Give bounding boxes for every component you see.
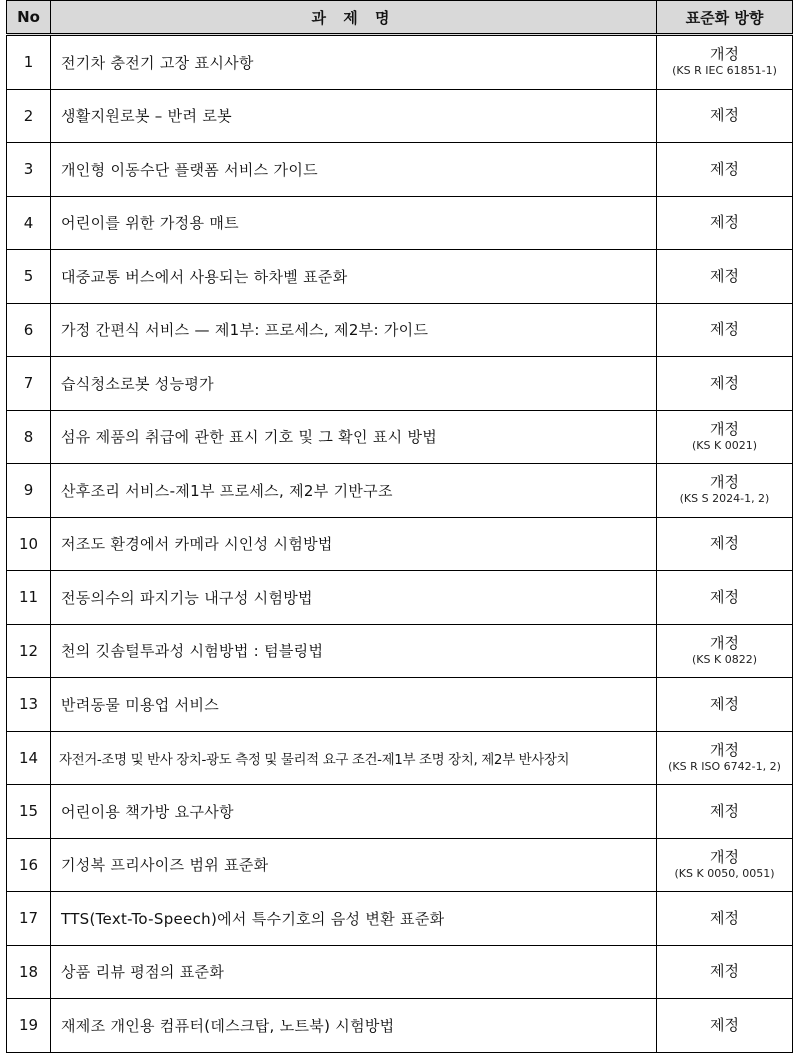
direction-cell [657,89,793,143]
task-name: 생활지원로봇 – 반려 로봇 [51,89,657,143]
standard-reference: (KS R IEC 61851-1) [672,64,777,78]
direction-cell [657,945,793,999]
table-row [7,410,793,464]
table-row [7,303,793,357]
direction-cell [657,410,793,464]
row-number: 2 [7,89,51,143]
direction-type: 제정 [710,694,739,713]
header-no: No [7,1,51,35]
table-row [7,785,793,839]
direction-type: 제정 [710,159,739,178]
table-row [7,945,793,999]
direction-type: 개정 [710,419,739,438]
row-number: 10 [7,517,51,571]
table-row [7,89,793,143]
direction-cell [657,892,793,946]
table-header [7,1,793,35]
standard-reference: (KS S 2024-1, 2) [679,492,770,506]
table-body [7,35,793,1053]
row-number: 11 [7,571,51,625]
row-number: 9 [7,464,51,518]
task-name: TTS(Text-To-Speech)에서 특수기호의 음성 변환 표준화 [51,892,657,946]
task-name: 재제조 개인용 컴퓨터(데스크탑, 노트북) 시험방법 [51,999,657,1053]
table-row [7,678,793,732]
direction-cell [657,35,793,90]
row-number: 4 [7,196,51,250]
direction-type: 개정 [710,633,739,652]
standard-reference: (KS R ISO 6742-1, 2) [668,759,781,773]
task-name: 가정 간편식 서비스 — 제1부: 프로세스, 제2부: 가이드 [51,303,657,357]
table-row [7,250,793,304]
table-row [7,143,793,197]
standard-reference: (KS K 0021) [692,438,757,452]
row-number: 1 [7,35,51,90]
task-name: 반려동물 미용업 서비스 [51,678,657,732]
row-number: 7 [7,357,51,411]
header-task-name: 과 제 명 [51,1,657,35]
table-row [7,196,793,250]
direction-cell [657,357,793,411]
direction-type: 제정 [710,266,739,285]
direction-cell [657,571,793,625]
direction-type: 제정 [710,213,739,232]
table-row [7,624,793,678]
row-number: 14 [7,731,51,785]
direction-type: 개정 [710,740,739,759]
standard-reference: (KS K 0822) [692,652,757,666]
direction-cell [657,999,793,1053]
direction-cell [657,678,793,732]
row-number: 16 [7,838,51,892]
row-number: 12 [7,624,51,678]
direction-cell [657,624,793,678]
direction-cell [657,517,793,571]
direction-type: 제정 [710,320,739,339]
task-name: 어린이용 책가방 요구사항 [51,785,657,839]
task-name: 개인형 이동수단 플랫폼 서비스 가이드 [51,143,657,197]
row-number: 3 [7,143,51,197]
table-row [7,999,793,1053]
row-number: 19 [7,999,51,1053]
direction-type: 제정 [710,587,739,606]
row-number: 6 [7,303,51,357]
direction-type: 개정 [710,847,739,866]
task-name: 천의 깃솜털투과성 시험방법 : 텀블링법 [51,624,657,678]
row-number: 15 [7,785,51,839]
table-row [7,35,793,90]
row-number: 18 [7,945,51,999]
direction-cell [657,303,793,357]
direction-type: 개정 [710,45,739,64]
direction-cell [657,731,793,785]
direction-cell [657,143,793,197]
row-number: 13 [7,678,51,732]
direction-cell [657,464,793,518]
table-row [7,464,793,518]
table-row [7,892,793,946]
direction-cell [657,196,793,250]
task-name: 습식청소로봇 성능평가 [51,357,657,411]
table-row [7,838,793,892]
task-name: 상품 리뷰 평점의 표준화 [51,945,657,999]
task-name: 자전거-조명 및 반사 장치-광도 측정 및 물리적 요구 조건-제1부 조명 장치, 제2부 반사장치 [51,731,657,785]
direction-type: 제정 [710,373,739,392]
direction-type: 제정 [710,1015,739,1034]
table-row [7,731,793,785]
table-row [7,571,793,625]
direction-cell [657,785,793,839]
direction-type: 제정 [710,908,739,927]
task-name: 전동의수의 파지기능 내구성 시험방법 [51,571,657,625]
task-name: 저조도 환경에서 카메라 시인성 시험방법 [51,517,657,571]
task-name: 어린이를 위한 가정용 매트 [51,196,657,250]
direction-cell [657,250,793,304]
direction-type: 개정 [710,473,739,492]
standard-reference: (KS K 0050, 0051) [674,866,775,880]
task-name: 섬유 제품의 취급에 관한 표시 기호 및 그 확인 표시 방법 [51,410,657,464]
direction-type: 제정 [710,106,739,125]
row-number: 17 [7,892,51,946]
task-name: 산후조리 서비스-제1부 프로세스, 제2부 기반구조 [51,464,657,518]
header-direction: 표준화 방향 [657,1,793,35]
row-number: 8 [7,410,51,464]
direction-type: 제정 [710,962,739,981]
standardization-task-table [6,0,793,1053]
table-row [7,357,793,411]
table-row [7,517,793,571]
task-name: 기성복 프리사이즈 범위 표준화 [51,838,657,892]
row-number: 5 [7,250,51,304]
task-name: 대중교통 버스에서 사용되는 하차벨 표준화 [51,250,657,304]
task-name: 전기차 충전기 고장 표시사항 [51,35,657,90]
direction-cell [657,838,793,892]
direction-type: 제정 [710,801,739,820]
direction-type: 제정 [710,534,739,553]
